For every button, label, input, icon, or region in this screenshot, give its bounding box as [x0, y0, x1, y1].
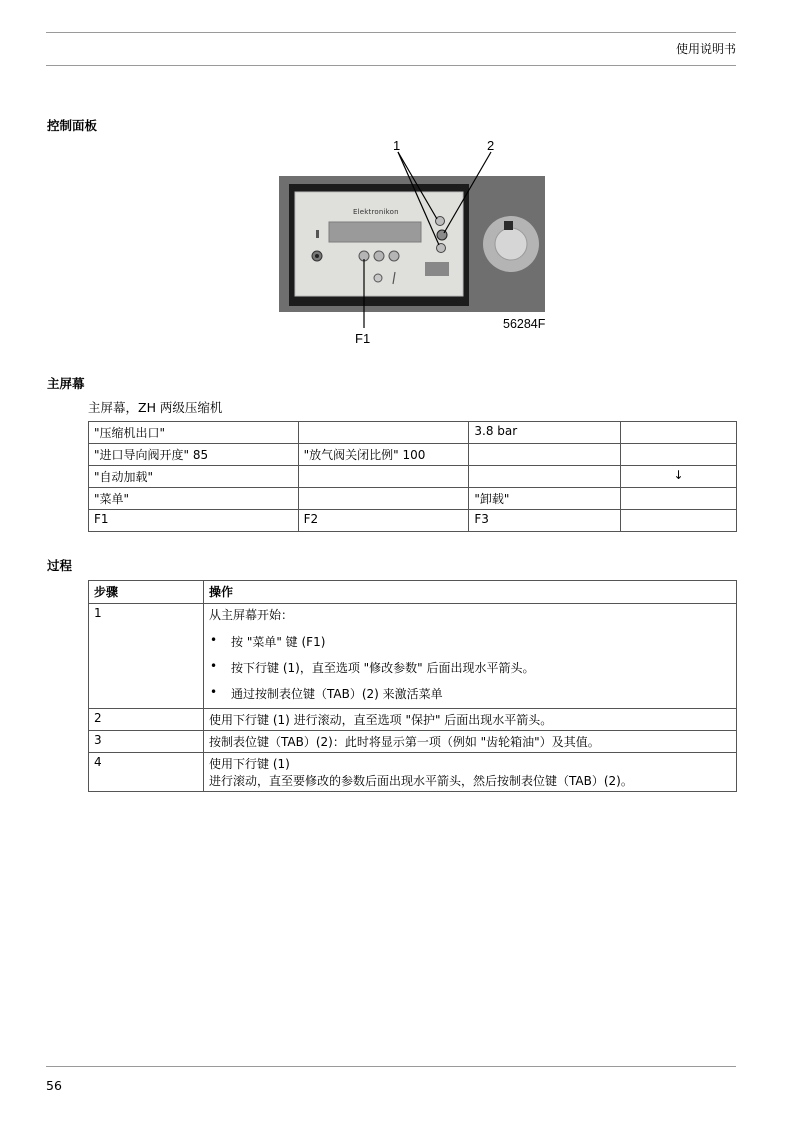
table-cell: [469, 466, 621, 488]
step-action: [204, 753, 737, 792]
section-title-control-panel: 控制面板: [47, 118, 98, 133]
table-cell: [621, 510, 737, 532]
document-title: 使用说明书: [675, 42, 736, 56]
column-header-step: 步骤: [89, 581, 204, 604]
figure-code: 56284F: [503, 317, 546, 331]
list-item-text: 按下行键 (1)，直至选项 "修改参数" 后面出现水平箭头。: [231, 661, 535, 675]
table-cell: [621, 444, 737, 466]
callout-1: 1: [393, 138, 401, 153]
list-item-text: 按 "菜单" 键 (F1): [231, 635, 326, 649]
step-action-line: 进行滚动，直至要修改的参数后面出现水平箭头，然后按制表位键（TAB）(2)。: [209, 774, 633, 788]
section-title-procedure: 过程: [47, 558, 73, 573]
main-screen-caption: 主屏幕，ZH 两级压缩机: [88, 400, 223, 415]
function-key-f3: [389, 251, 399, 261]
table-cell: "卸载": [469, 488, 621, 510]
table-row: [89, 444, 737, 466]
step-number: 4: [89, 753, 204, 792]
step-action: 按制表位键（TAB）(2)：此时将显示第一项（例如 "齿轮箱油"）及其值。: [204, 731, 737, 753]
table-cell: [621, 488, 737, 510]
table-row: [89, 709, 737, 731]
procedure-table: [88, 580, 737, 792]
page-number: 56: [46, 1078, 62, 1093]
table-cell: [298, 466, 469, 488]
table-row: [89, 604, 737, 709]
list-item-text: 通过按制表位键（TAB）(2) 来激活菜单: [231, 687, 443, 701]
step-intro: 从主屏幕开始：: [209, 608, 294, 622]
table-cell: [298, 488, 469, 510]
step-action: [204, 604, 737, 709]
table-cell: "菜单": [89, 488, 299, 510]
bullet-icon: •: [210, 685, 218, 699]
header-top-rule: [46, 32, 736, 33]
step-number: 2: [89, 709, 204, 731]
table-cell: F1: [89, 510, 299, 532]
table-row: [89, 731, 737, 753]
footer-rule: [46, 1066, 736, 1067]
step-number: 3: [89, 731, 204, 753]
table-cell: "压缩机出口": [89, 422, 299, 444]
list-item: [209, 633, 731, 650]
table-header-row: [89, 581, 737, 604]
table-cell: "放气阀关闭比例" 100: [298, 444, 469, 466]
table-cell: [621, 422, 737, 444]
list-item: [209, 659, 731, 676]
step-action: 使用下行键 (1) 进行滚动，直至选项 "保护" 后面出现水平箭头。: [204, 709, 737, 731]
table-row: [89, 466, 737, 488]
table-cell: F2: [298, 510, 469, 532]
callout-f1: F1: [355, 331, 371, 346]
table-cell: "进口导向阀开度" 85: [89, 444, 299, 466]
function-key-f2: [374, 251, 384, 261]
column-header-action: 操作: [204, 581, 737, 604]
main-screen-table: [88, 421, 737, 532]
table-row: [89, 488, 737, 510]
table-cell: "自动加载": [89, 466, 299, 488]
step-number: 1: [89, 604, 204, 709]
section-title-main-screen: 主屏幕: [47, 376, 85, 391]
bullet-icon: •: [210, 659, 218, 673]
table-cell: 3.8 bar: [469, 422, 621, 444]
table-cell: [469, 444, 621, 466]
table-cell: [298, 422, 469, 444]
callout-2: 2: [487, 138, 495, 153]
table-row: [89, 510, 737, 532]
table-row: [89, 753, 737, 792]
table-cell: F3: [469, 510, 621, 532]
down-arrow-icon: ↓: [621, 466, 737, 488]
control-panel-figure: [277, 138, 557, 348]
list-item: [209, 685, 731, 702]
panel-brand-label: Elektronikon: [353, 208, 399, 216]
table-row: [89, 422, 737, 444]
bullet-icon: •: [210, 633, 218, 647]
step-action-line: 使用下行键 (1): [209, 757, 290, 771]
header-bottom-rule: [46, 65, 736, 66]
